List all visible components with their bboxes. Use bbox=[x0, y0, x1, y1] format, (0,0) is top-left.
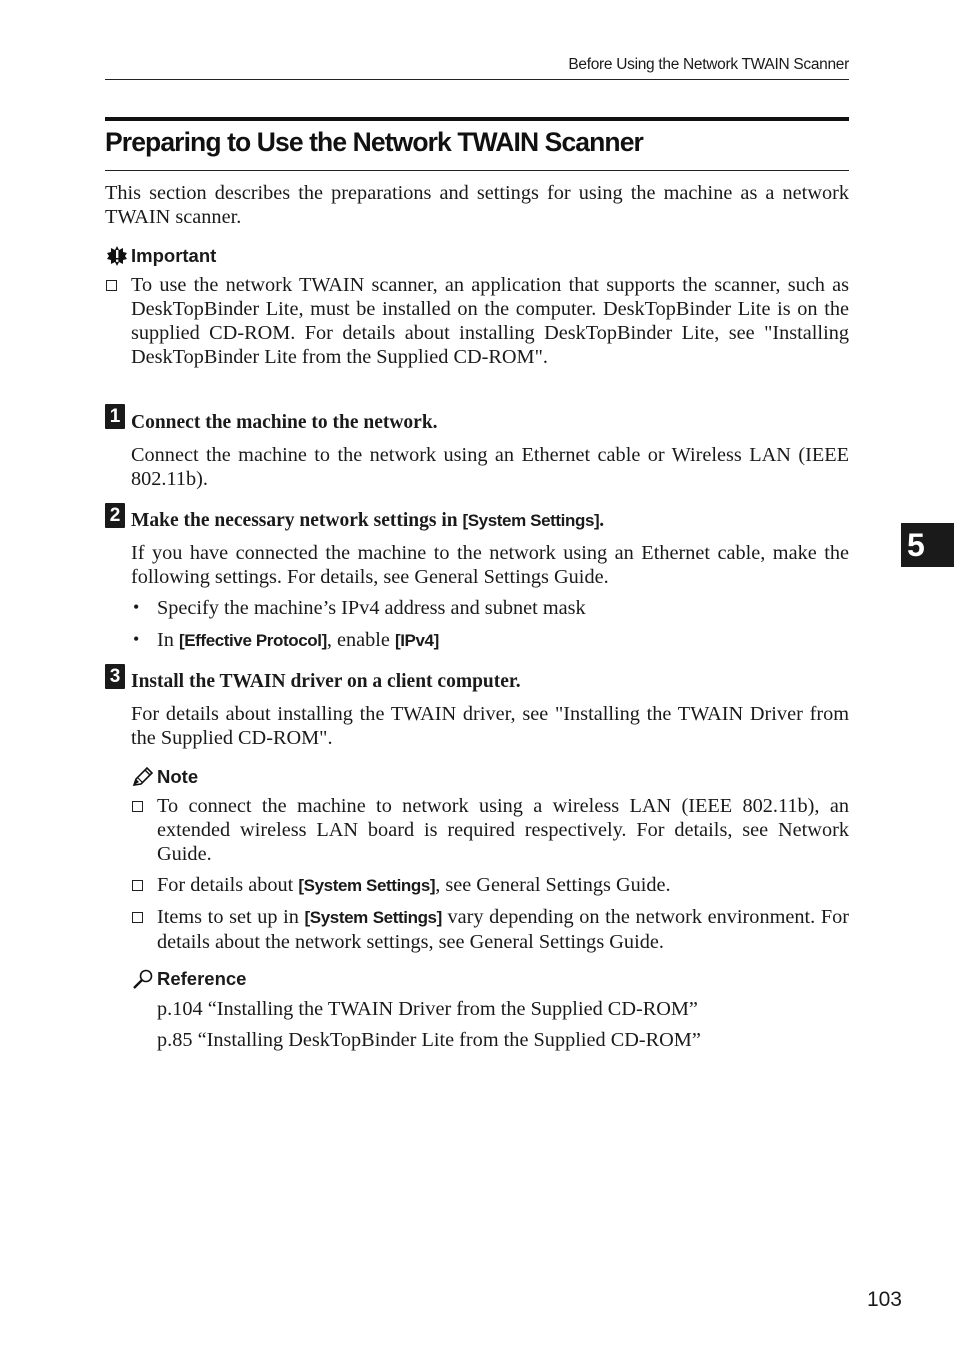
header-rule bbox=[105, 79, 849, 80]
step-3-body: For details about installing the TWAIN driver, see "Installing the TWAIN Driver from the Supplied CD-ROM". bbox=[131, 703, 849, 749]
note-item-2-pre: For details about bbox=[157, 874, 299, 896]
bullet-2-mid: , enable bbox=[326, 629, 395, 651]
note-heading bbox=[131, 766, 198, 788]
note-item-1: To connect the machine to network using a wireless LAN (IEEE 802.11b), an extended wireless LAN board is required respectively. For details, see Network Guide. bbox=[157, 795, 849, 865]
running-header: Before Using the Network TWAIN Scanner bbox=[568, 56, 849, 73]
step-1-body: Connect the machine to the network using an Ethernet cable or Wireless LAN (IEEE 802.11b). bbox=[131, 444, 849, 490]
important-item: To use the network TWAIN scanner, an application that supports the scanner, such as DeskTopBinder Lite, must be installed on the computer. DeskTopBinder Lite is on the supplied CD-ROM. For details about installing DeskTopBinder Lite, see "Installing DeskTopBinder Lite from the Supplied CD-ROM". bbox=[131, 274, 849, 368]
note-checkbox bbox=[132, 912, 143, 923]
note-item-2-post: , see General Settings Guide. bbox=[435, 874, 671, 896]
important-checkbox bbox=[106, 280, 117, 291]
note-item-3 bbox=[157, 905, 849, 954]
step-2-body: If you have connected the machine to the network using an Ethernet cable, make the following settings. For details, see General Settings Guide. bbox=[131, 542, 849, 588]
important-icon bbox=[105, 245, 129, 267]
title-rule-bottom bbox=[105, 170, 849, 171]
note-item-3-post: vary depending on the network environment. For details about the network settings, see General Settings Guide. bbox=[157, 906, 849, 953]
bullet-dot: • bbox=[133, 597, 140, 617]
page-number: 103 bbox=[866, 1288, 902, 1311]
chapter-tab: 5 bbox=[901, 523, 954, 567]
bullet-2-pre: In bbox=[157, 629, 179, 651]
note-checkbox bbox=[132, 801, 143, 812]
reference-link-1[interactable]: p.104 “Installing the TWAIN Driver from the Supplied CD-ROM” bbox=[157, 998, 698, 1020]
step-2-bullet-1: Specify the machine’s IPv4 address and subnet mask bbox=[157, 597, 586, 619]
step-1-heading: Connect the machine to the network. bbox=[131, 412, 438, 433]
step-3-heading: Install the TWAIN driver on a client computer. bbox=[131, 671, 521, 692]
system-settings-key: [System Settings] bbox=[462, 511, 600, 530]
step-2-number: 2 bbox=[105, 503, 125, 528]
step-1-number: 1 bbox=[105, 404, 125, 429]
step-2-heading bbox=[131, 509, 604, 533]
page-title: Preparing to Use the Network TWAIN Scanner bbox=[105, 127, 643, 157]
note-item-2 bbox=[157, 873, 849, 898]
reference-link-2[interactable]: p.85 “Installing DeskTopBinder Lite from the Supplied CD-ROM” bbox=[157, 1029, 701, 1051]
system-settings-key: [System Settings] bbox=[304, 908, 442, 927]
step-3-number: 3 bbox=[105, 664, 125, 689]
note-checkbox bbox=[132, 880, 143, 891]
step-2-heading-text: Make the necessary network settings in bbox=[131, 510, 463, 531]
important-heading bbox=[105, 245, 216, 267]
system-settings-key: [System Settings] bbox=[298, 876, 436, 895]
magnifier-icon bbox=[131, 968, 155, 990]
title-rule-top bbox=[105, 117, 849, 121]
note-item-3-pre: Items to set up in bbox=[157, 906, 305, 928]
step-2-heading-period: . bbox=[599, 510, 605, 531]
pencil-icon bbox=[131, 766, 155, 788]
effective-protocol-key: [Effective Protocol] bbox=[178, 631, 327, 650]
ipv4-key: [IPv4] bbox=[394, 631, 439, 650]
reference-label: Reference bbox=[157, 968, 247, 989]
reference-heading bbox=[131, 968, 246, 990]
intro-paragraph: This section describes the preparations and settings for using the machine as a network TWAIN scanner. bbox=[105, 182, 849, 228]
note-label: Note bbox=[157, 766, 199, 787]
bullet-dot: • bbox=[133, 629, 140, 649]
step-2-bullet-2 bbox=[157, 628, 857, 653]
important-label: Important bbox=[131, 245, 217, 266]
